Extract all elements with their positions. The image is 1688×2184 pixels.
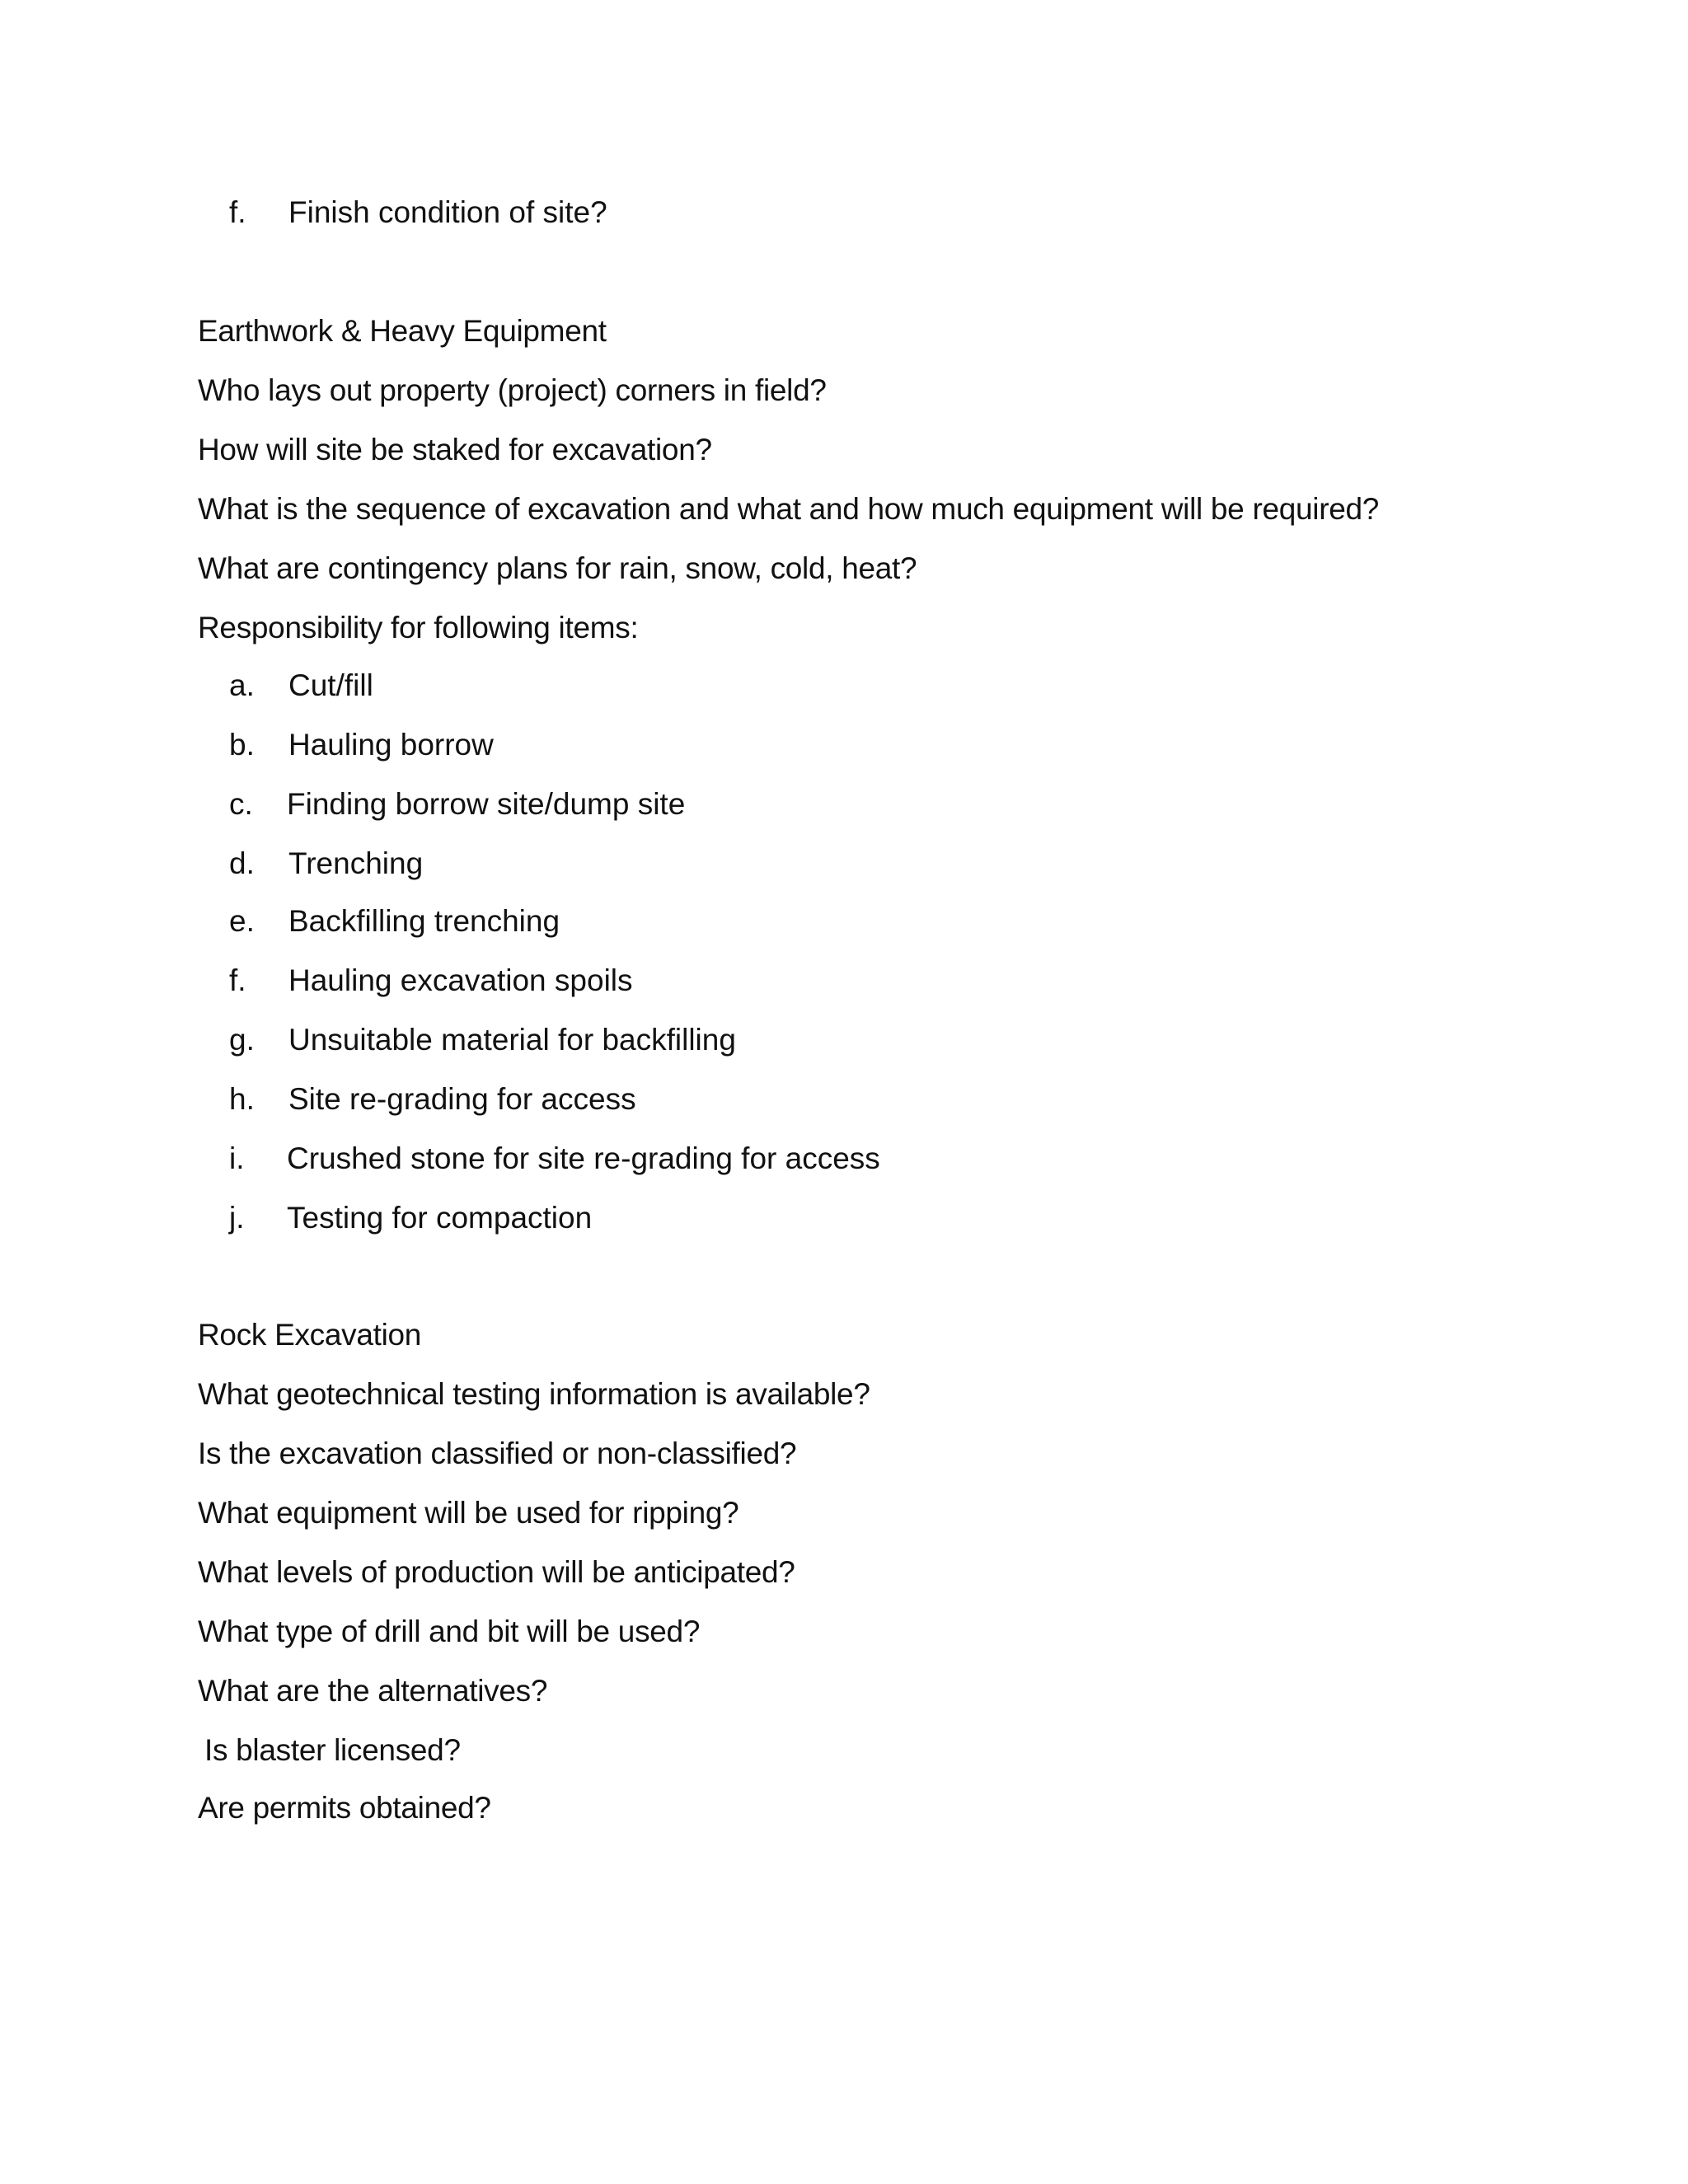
- list-marker: f.: [229, 963, 246, 997]
- list-item: [229, 1141, 880, 1177]
- question-line: What levels of production will be anticipated?: [198, 1555, 795, 1589]
- list-marker: d.: [229, 846, 255, 880]
- list-item-text: Testing for compaction: [287, 1201, 593, 1235]
- list-item-text: Hauling excavation spoils: [288, 963, 633, 997]
- list-item-text: Site re-grading for access: [288, 1082, 636, 1116]
- question-line: What is the sequence of excavation and what and how much equipment will be required?: [198, 492, 1380, 526]
- list-marker: j.: [229, 1201, 245, 1235]
- list-item: [229, 668, 373, 704]
- list-item-text: Backfilling trenching: [288, 904, 560, 938]
- question-line: Responsibility for following items:: [198, 611, 639, 644]
- question-line: What are the alternatives?: [198, 1674, 548, 1708]
- list-marker: e.: [229, 904, 255, 938]
- list-marker: i.: [229, 1141, 245, 1175]
- list-marker: a.: [229, 668, 255, 702]
- question-line: Are permits obtained?: [198, 1791, 491, 1825]
- list-item-text: Hauling borrow: [288, 728, 494, 762]
- question-line: What geotechnical testing information is available?: [198, 1377, 870, 1411]
- list-item: [229, 903, 560, 940]
- list-item-text: Trenching: [288, 846, 424, 880]
- list-item: [229, 963, 633, 999]
- list-marker: f.: [229, 195, 246, 229]
- list-item: [229, 727, 494, 763]
- list-marker: c.: [229, 787, 253, 821]
- section-heading-rock-excavation: Rock Excavation: [198, 1318, 422, 1352]
- list-item: [229, 1022, 736, 1058]
- list-item-text: Crushed stone for site re-grading for access: [287, 1141, 880, 1175]
- list-item-text: Unsuitable material for backfilling: [288, 1023, 736, 1057]
- question-line: What type of drill and bit will be used?: [198, 1615, 701, 1648]
- question-line: What are contingency plans for rain, snow, cold, heat?: [198, 551, 917, 585]
- list-marker: g.: [229, 1023, 255, 1057]
- list-marker: b.: [229, 728, 255, 762]
- question-line: What equipment will be used for ripping?: [198, 1496, 739, 1530]
- question-line: Who lays out property (project) corners in field?: [198, 373, 827, 407]
- list-item: [229, 1081, 636, 1118]
- list-item-finish-condition: [229, 194, 607, 231]
- list-item-text: Finish condition of site?: [288, 195, 607, 229]
- list-item-text: Finding borrow site/dump site: [287, 787, 686, 821]
- question-line: Is blaster licensed?: [204, 1733, 461, 1767]
- list-item-text: Cut/fill: [288, 668, 373, 702]
- list-item: [229, 1200, 592, 1236]
- list-marker: h.: [229, 1082, 255, 1116]
- question-line: Is the excavation classified or non-classified?: [198, 1436, 797, 1470]
- question-line: How will site be staked for excavation?: [198, 433, 712, 466]
- list-item: [229, 786, 685, 823]
- section-heading-earthwork: Earthwork & Heavy Equipment: [198, 314, 607, 348]
- list-item: [229, 846, 423, 882]
